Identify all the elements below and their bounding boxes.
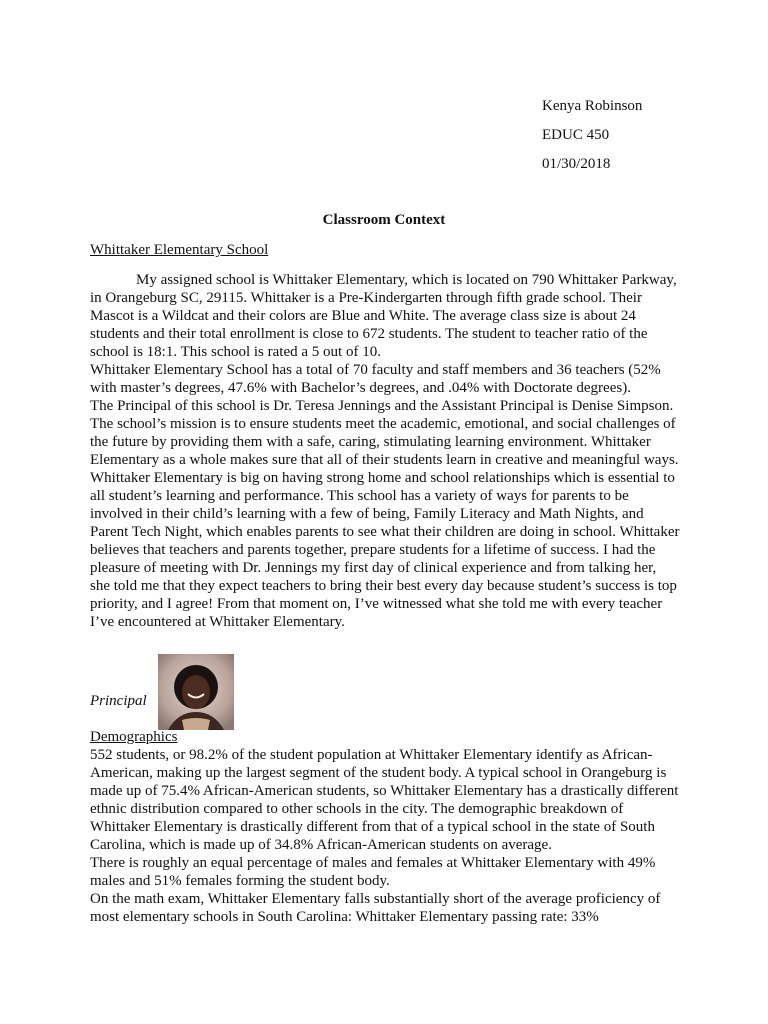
course-code: EDUC 450 <box>542 127 610 143</box>
paragraph-ethnicity: 552 students, or 98.2% of the student population at Whittaker Elementary identify as African-American, making up the largest segment of the student body. A typical school in Orangeburg is made up of 75.4% African-American students, so Whittaker Elementary has a drastically different ethnic distribution compared to other schools in the city. The demographic breakdown of Whittaker Elementary is drastically different from that of a typical school in the state of South Carolina, which is made up of 34.8% African-American students on average. <box>90 747 679 853</box>
paragraph-math: On the math exam, Whittaker Elementary falls substantially short of the average proficiency of most elementary schools in South Carolina: Whittaker Elementary passing rate: 33% <box>90 891 661 925</box>
paragraph-principal: The Principal of this school is Dr. Teresa Jennings and the Assistant Principal is Denise Simpson. <box>90 398 674 414</box>
demographics-heading: Demographics <box>90 729 178 745</box>
document-title: Classroom Context <box>322 212 446 228</box>
document-date: 01/30/2018 <box>542 156 611 172</box>
author-name: Kenya Robinson <box>542 98 643 114</box>
paragraph-gender: There is roughly an equal percentage of males and females at Whittaker Elementary with 49% males and 51% females forming the student body. <box>90 855 656 889</box>
paragraph-faculty: Whittaker Elementary School has a total of 70 faculty and staff members and 36 teachers (52% with master’s degrees, 47.6% with Bachelor’s degrees, and .04% with Doctorate degrees). <box>90 362 661 396</box>
school-heading: Whittaker Elementary School <box>90 242 269 258</box>
demographics-section <box>90 728 680 926</box>
principal-section <box>90 654 390 730</box>
header-block <box>542 92 642 179</box>
paragraph-overview: My assigned school is Whittaker Elementary, which is located on 790 Whittaker Parkway, in Orangeburg SC, 29115. Whittaker is a Pre-Kindergarten through fifth grade school. Their Mascot is a Wildcat and their colors are Blue and White. The average class size is about 24 students and their total enrollment is close to 672 students. The student to teacher ratio of the school is 18:1. This school is rated a 5 out of 10. <box>90 272 677 360</box>
principal-label: Principal <box>90 693 147 709</box>
principal-photo <box>158 654 234 730</box>
body-text <box>90 271 680 631</box>
paragraph-mission: The school’s mission is to ensure students meet the academic, emotional, and social challenges of the future by providing them with a safe, caring, stimulating learning environment. Whittaker Elementary as a whole makes sure that all of their students learn in creative and meaningful ways. Whittaker Elementary is big on having strong home and school relationships which is essential to all student’s learning and performance. This school has a variety of ways for parents to be involved in their child’s learning with a few of being, Family Literacy and Math Nights, and Parent Tech Night, which enables parents to see what their children are doing in school. Whittaker believes that teachers and parents together, prepare students for a lifetime of success. I had the pleasure of meeting with Dr. Jennings my first day of clinical experience and from talking her, she told me that they expect teachers to bring their best every day because student’s success is top priority, and I agree! From that moment on, I’ve witnessed what she told me with every teacher I’ve encountered at Whittaker Elementary. <box>90 416 680 630</box>
